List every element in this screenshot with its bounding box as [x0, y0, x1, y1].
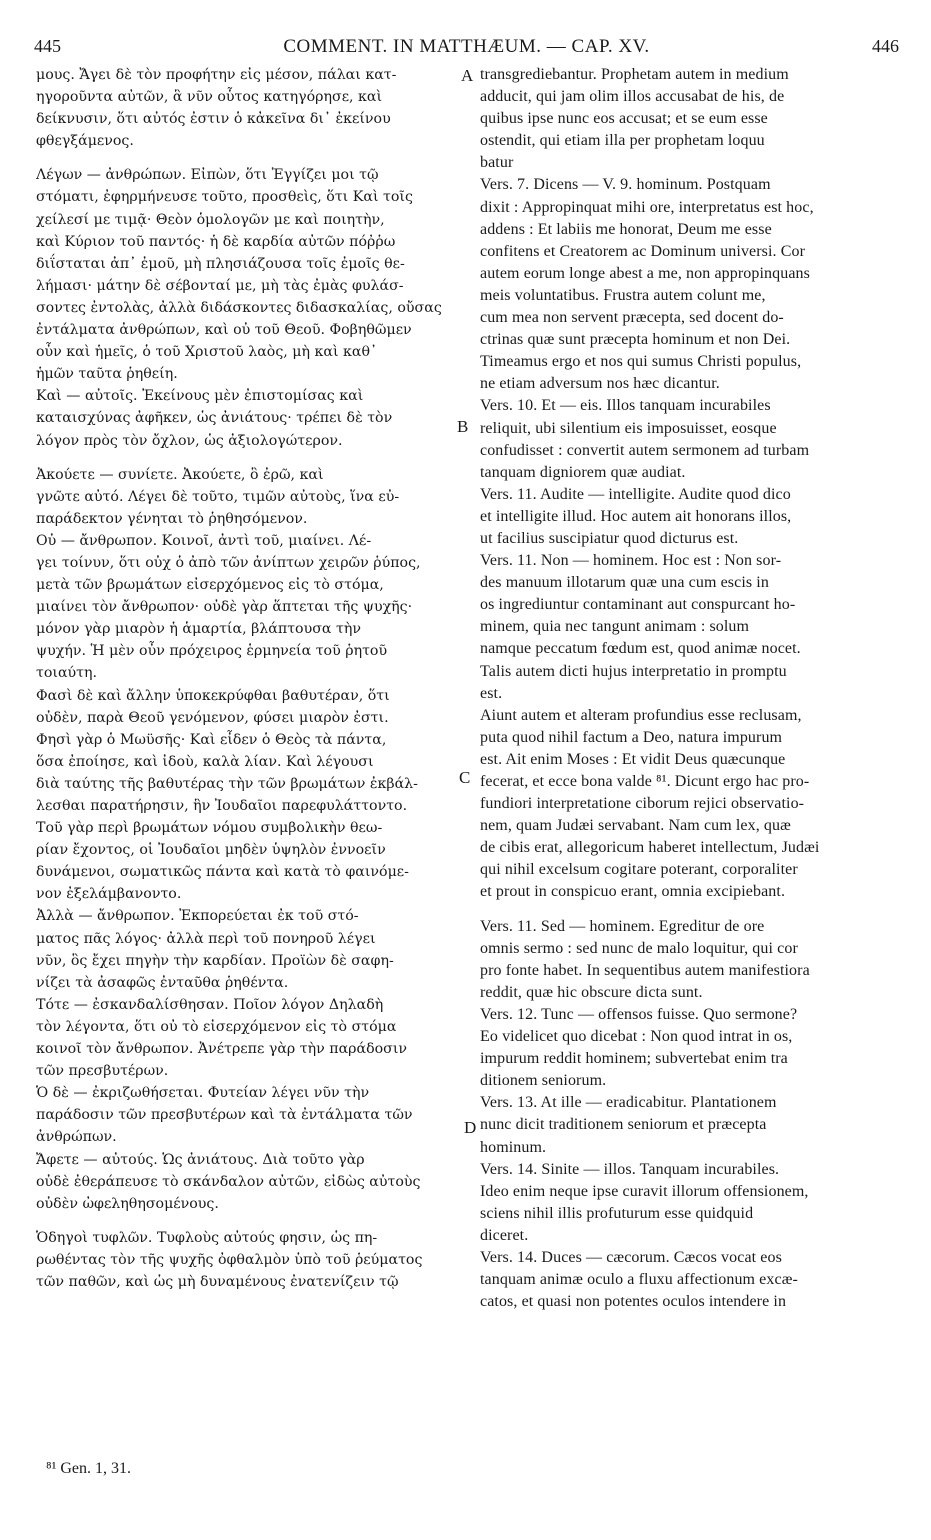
- greek-text-line: λήμασι· μάτην δὲ σέβονταί με, μὴ τὰς ἐμὰς φυλάσ-: [36, 277, 404, 294]
- latin-text-line: ne etiam adversum nos hæc dicantur.: [480, 375, 720, 393]
- greek-text-line: Φησὶ γὰρ ὁ Μωϋσῆς· Καὶ εἶδεν ὁ Θεὸς τὰ πάντα,: [36, 731, 387, 748]
- page-number-left: 445: [34, 36, 61, 56]
- greek-text-line: ηγοροῦντα αὐτῶν, ἃ νῦν οὗτος κατηγόρησε, καὶ: [36, 89, 383, 106]
- greek-text-line: λεσθαι παρατήρησιν, ἣν Ἰουδαῖοι παρεφυλάττοντο.: [36, 798, 408, 814]
- greek-text-line: τοιαύτη.: [36, 665, 98, 682]
- latin-text-line: Vers. 12. Tunc — offensos fuisse. Quo sermone?: [480, 1005, 798, 1023]
- latin-text-line: Vers. 13. At ille — eradicabitur. Plantationem: [480, 1094, 777, 1112]
- latin-text-line: nunc dicit traditionem seniorum et præcepta: [480, 1116, 767, 1134]
- latin-text-line: reddit, quæ hic obscure dicta sunt.: [480, 983, 703, 1001]
- latin-text-line: confudisset : convertit autem sermonem ad turbam: [480, 441, 810, 459]
- greek-text-line: Ἄφετε — αὐτούς. Ὡς ἀνιάτους. Διὰ τοῦτο γὰρ: [36, 1151, 365, 1168]
- greek-text-line: διΐσταται ἀπ᾽ ἐμοῦ, μὴ πλησιάζουσα τοῖς ἐμοῖς θε-: [36, 255, 405, 272]
- greek-text-line: κοινοῖ τὸν ἄνθρωπον. Ἀνέτρεπε γὰρ τὴν παράδοσιν: [36, 1041, 408, 1058]
- greek-text-line: ἀνθρώπων.: [36, 1129, 117, 1146]
- latin-text-line: tanquam animæ oculo a fluxu affectionum excæ-: [480, 1271, 798, 1289]
- greek-text-line: Καὶ — αὐτοῖς. Ἐκείνους μὲν ἐπιστομίσας καὶ: [36, 388, 364, 405]
- latin-text-line: ctrinas quæ sunt præcepta hominum et non Dei.: [480, 331, 791, 349]
- greek-text-line: γει τοίνυν, ὅτι οὐχ ὁ ἀπὸ τῶν ἀνίπτων χειρῶν ῥύπος,: [36, 554, 421, 571]
- latin-text-line: batur: [480, 154, 514, 172]
- greek-text-line: ἐντάλματα ἀνθρώπων, καὶ οὐ τοῦ Θεοῦ. Φοβηθῶμεν: [36, 322, 412, 339]
- latin-text-line: Aiunt autem et alteram profundius esse reclusam,: [480, 706, 802, 724]
- greek-text-line: νίζει τὰ ἀσαφῶς ἐνταῦθα ῥηθέντα.: [36, 974, 289, 991]
- latin-text-line: des manuum illotarum quæ una cum escis in: [480, 574, 769, 592]
- latin-text-line: dixit : Appropinquat mihi ore, interpretatus est hoc,: [480, 198, 814, 216]
- margin-letter-b: B: [457, 417, 469, 436]
- paragraph-gap: [36, 452, 454, 464]
- greek-text-line: παράδοσιν τῶν πρεσβυτέρων καὶ τὰ ἐντάλματα τῶν: [36, 1107, 413, 1124]
- latin-text-column: [480, 64, 892, 1313]
- latin-text-line: omnis sermo : sed nunc de malo loquitur, qui cor: [480, 939, 798, 957]
- latin-text-line: est.: [480, 684, 503, 702]
- latin-text-line: nem, quam Judæi servabant. Nam cum lex, quæ: [480, 817, 791, 835]
- greek-text-line: παράδεκτον γένηται τὸ ῥηθησόμενον.: [36, 510, 308, 527]
- latin-text-line: et intelligite illud. Hoc autem ait honorans illos,: [480, 507, 792, 525]
- latin-text-line: sciens nihil illis profuturum esse quidquid: [480, 1204, 754, 1222]
- greek-text-line: φθεγξάμενος.: [36, 133, 134, 150]
- latin-text-line: ut facilius suscipiatur quod dicturus est.: [480, 529, 739, 547]
- greek-text-line: Ὁδηγοὶ τυφλῶν. Τυφλοὺς αὐτούς φησιν, ὡς πη-: [36, 1229, 378, 1246]
- greek-text-line: Φασὶ δὲ καὶ ἄλλην ὑποκεκρύφθαι βαθυτέραν, ὅτι: [36, 687, 390, 704]
- latin-text-line: hominum.: [480, 1138, 547, 1156]
- greek-text-line: Ἀλλὰ — ἄνθρωπον. Ἐκπορεύεται ἐκ τοῦ στό-: [36, 908, 359, 925]
- greek-text-line: ψυχήν. Ἡ μὲν οὖν πρόχειρος ἑρμηνεία τοῦ ῥητοῦ: [36, 643, 388, 660]
- greek-text-line: Ὁ δὲ — ἐκριζωθήσεται. Φυτείαν λέγει νῦν τὴν: [36, 1085, 370, 1102]
- greek-text-line: χείλεσί με τιμᾷ· Θεὸν ὁμολογῶν με καὶ ποιητὴν,: [36, 211, 385, 228]
- greek-text-line: Τοῦ γὰρ περὶ βρωμάτων νόμου συμβολικὴν θεω-: [36, 820, 383, 837]
- greek-text-line: στόματι, ἐφηρμήνευσε τοῦτο, προσθεὶς, ὅτι Καὶ τοῖς: [36, 189, 413, 206]
- latin-text-line: autem eorum longe abest a me, non appropinquans: [480, 264, 810, 282]
- greek-text-line: Ἀκούετε — συνίετε. Ἀκούετε, ὃ ἐρῶ, καὶ: [36, 466, 324, 483]
- latin-text-line: tanquam digniorem quæ audiat.: [480, 463, 686, 481]
- latin-text-line: Timeamus ergo et nos qui sumus Christi populus,: [480, 353, 802, 371]
- latin-text-line: os ingrediuntur contaminant aut conspurcant ho-: [480, 596, 796, 614]
- running-title: COMMENT. IN MATTHÆUM. — CAP. XV.: [283, 36, 650, 57]
- latin-text-line: ditionem seniorum.: [480, 1072, 607, 1090]
- greek-text-line: καταισχύνας ἀφῆκεν, ὡς ἀνιάτους· τρέπει δὲ τὸν: [36, 410, 393, 427]
- latin-text-line: Vers. 14. Sinite — illos. Tanquam incurabiles.: [480, 1160, 780, 1178]
- latin-text-line: Vers. 11. Audite — intelligite. Audite quod dico: [480, 485, 791, 503]
- greek-text-line: λόγον πρὸς τὸν ὄχλον, ὡς ἀξιολογώτερον.: [36, 432, 343, 449]
- greek-text-line: οὐδὲν, παρὰ Θεοῦ γενόμενον, φύσει μιαρὸν ἐστι.: [36, 709, 389, 726]
- latin-text-line: confitens et Creatorem ac Dominum universi. Cor: [480, 242, 806, 260]
- latin-text-line: Vers. 11. Sed — hominem. Egreditur de ore: [480, 917, 765, 935]
- greek-text-line: μετὰ τῶν βρωμάτων εἰσερχόμενος εἰς τὸ στόμα,: [36, 577, 384, 594]
- page-header: [34, 36, 899, 62]
- greek-text-line: δείκνυσιν, ὅτι αὐτός ἐστιν ὁ κἀκεῖνα δι᾽ ἐκείνου: [36, 111, 391, 128]
- greek-text-line: τῶν παθῶν, καὶ ὡς μὴ δυναμένους ἐνατενίζειν τῷ: [36, 1273, 399, 1290]
- latin-text-line: cum mea non servent præcepta, sed docent do-: [480, 309, 784, 327]
- latin-text-line: catos, et quasi non potentes oculos intendere in: [480, 1293, 787, 1311]
- greek-text-line: ρίαν ἔχοντος, οἱ Ἰουδαῖοι μηδὲν ὑψηλὸν ἐννοεῖν: [36, 842, 386, 859]
- latin-text-line: Vers. 14. Duces — cæcorum. Cæcos vocat eos: [480, 1248, 782, 1266]
- greek-text-line: τῶν πρεσβυτέρων.: [36, 1063, 169, 1080]
- latin-text-line: impurum reddit hominem; subvertebat enim tra: [480, 1050, 788, 1068]
- latin-text-line: Vers. 11. Non — hominem. Hoc est : Non sor-: [480, 552, 782, 570]
- paragraph-gap: [480, 904, 892, 916]
- greek-text-line: δυνάμενοι, σωματικῶς πάντα καὶ κατὰ τὸ φαινόμε-: [36, 864, 409, 881]
- latin-text-line: namque peccatum fœdum est, quod animæ nocet.: [480, 640, 801, 658]
- latin-text-line: adducit, qui jam olim illos accusabat de his, de: [480, 88, 785, 106]
- latin-text-line: de cibis erat, allegoricum haberet intellectum, Judæi: [480, 839, 820, 857]
- greek-text-line: οὖν καὶ ἡμεῖς, ὁ τοῦ Χριστοῦ λαὸς, μὴ καὶ καθ᾽: [36, 344, 378, 361]
- footnote: ⁸¹ Gen. 1, 31.: [46, 1460, 132, 1477]
- greek-text-line: διὰ ταύτης τῆς βαθυτέρας τὴν τῶν βρωμάτων ἐκβάλ-: [36, 775, 418, 792]
- latin-text-line: et prout in conspicuo erant, omnia excipiebant.: [480, 883, 786, 901]
- greek-text-line: οὐδὲν ὠφεληθησομένους.: [36, 1195, 219, 1212]
- latin-text-line: minem, quia nec tangunt animam : solum: [480, 618, 750, 636]
- latin-text-line: meis voluntatibus. Frustra autem colunt me,: [480, 286, 766, 304]
- greek-text-line: καὶ Κύριον τοῦ παντός· ἡ δὲ καρδία αὐτῶν πόῤῥω: [36, 233, 396, 250]
- greek-text-line: νῦν, ὃς ἔχει πηγὴν τὴν καρδίαν. Προϊὼν δὲ σαφη-: [36, 952, 394, 969]
- greek-text-line: μόνον γὰρ μιαρὸν ἡ ἁμαρτία, βλάπτουσα τὴν: [36, 621, 361, 638]
- greek-text-line: ἡμῶν ταῦτα ῥηθείη.: [36, 366, 178, 383]
- latin-text-line: Talis autem dicti hujus interpretatio in promptu: [480, 662, 787, 680]
- latin-text-line: fundiori interpretatione ciborum rejici observatio-: [480, 795, 805, 813]
- paragraph-gap: [36, 152, 454, 164]
- page-number-right: 446: [872, 36, 899, 56]
- latin-text-line: qui nihil excelsum cogitare poterant, corporaliter: [480, 861, 798, 879]
- latin-text-line: est. Ait enim Moses : Et vidit Deus quæcunque: [480, 750, 786, 768]
- greek-text-line: Λέγων — ἀνθρώπων. Εἰπὼν, ὅτι Ἐγγίζει μοι τῷ: [36, 167, 379, 184]
- margin-letter-c: C: [459, 768, 471, 787]
- margin-letter-a: A: [461, 66, 474, 85]
- greek-text-line: ματος πᾶς λόγος· ἀλλὰ περὶ τοῦ πονηροῦ λέγει: [36, 930, 376, 947]
- latin-text-line: addens : Et labiis me honorat, Deum me esse: [480, 220, 772, 238]
- paragraph-gap: [36, 1215, 454, 1227]
- latin-text-line: puta quod nihil factum a Deo, natura impurum: [480, 728, 783, 746]
- greek-text-line: ὅσα ἐποίησε, καὶ ἰδοὺ, καλὰ λίαν. Καὶ λέγουσι: [36, 753, 374, 770]
- greek-text-line: νον ἐξελάμβανοντο.: [36, 886, 182, 903]
- greek-text-column: [36, 64, 454, 1293]
- greek-text-line: Οὐ — ἄνθρωπον. Κοινοῖ, ἀντὶ τοῦ, μιαίνει. Λέ-: [36, 532, 372, 549]
- latin-text-line: Vers. 10. Et — eis. Illos tanquam incurabiles: [480, 397, 771, 415]
- latin-text-line: fecerat, et ecce bona valde ⁸¹. Dicunt ergo hac pro-: [480, 773, 810, 790]
- greek-text-line: τὸν λέγοντα, ὅτι οὐ τὸ εἰσερχόμενον εἰς τὸ στόμα: [36, 1018, 397, 1035]
- latin-text-line: transgrediebantur. Prophetam autem in medium: [480, 66, 789, 83]
- latin-text-line: Eo videlicet quo dicebat : Non quod intrat in os,: [480, 1028, 793, 1046]
- margin-letter-d: D: [464, 1118, 477, 1137]
- latin-text-line: Ideo enim neque ipse curavit illorum offensionem,: [480, 1182, 809, 1200]
- latin-text-line: reliquit, ubi silentium eis imposuisset, eosque: [480, 419, 777, 437]
- latin-text-line: Vers. 7. Dicens — V. 9. hominum. Postquam: [480, 176, 771, 194]
- latin-text-line: pro fonte habet. In sequentibus autem manifestiora: [480, 961, 810, 979]
- greek-text-line: γνῶτε αὐτό. Λέγει δὲ τοῦτο, τιμῶν αὐτοὺς, ἵνα εὐ-: [36, 488, 400, 505]
- latin-text-line: ostendit, qui etiam illa per prophetam loquu: [480, 132, 765, 150]
- greek-text-line: μιαίνει τὸν ἄνθρωπον· οὐδὲ γὰρ ἅπτεται τῆς ψυχῆς·: [36, 599, 413, 616]
- greek-text-line: οὐδὲ ἐθεράπευσε τὸ σκάνδαλον αὐτῶν, εἰδὼς αὐτοὺς: [36, 1173, 421, 1190]
- greek-text-line: σοντες ἐντολὰς, ἀλλὰ διδάσκοντες διδασκαλίας, οὔσας: [36, 299, 442, 316]
- greek-text-line: ρωθέντας τὸν τῆς ψυχῆς ὀφθαλμὸν ὑπὸ τοῦ ῥεύματος: [36, 1251, 423, 1268]
- greek-text-line: μους. Ἄγει δὲ τὸν προφήτην εἰς μέσον, πάλαι κατ-: [36, 67, 397, 83]
- latin-text-line: diceret.: [480, 1226, 529, 1244]
- greek-text-line: Τότε — ἐσκανδαλίσθησαν. Ποῖον λόγον Δηλαδὴ: [36, 996, 384, 1013]
- latin-text-line: quibus ipse nunc eos accusat; et se eum esse: [480, 110, 768, 128]
